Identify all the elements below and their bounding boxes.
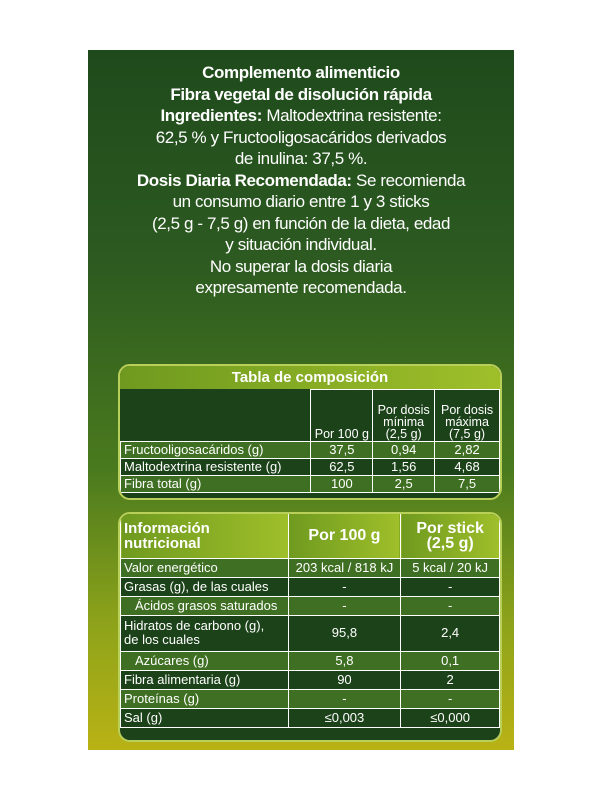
col-stick-line-1: Por stick	[416, 519, 484, 537]
row-value-min: 2,5	[373, 476, 435, 493]
row-value-stick: 5 kcal / 20 kJ	[401, 558, 500, 577]
dose-line-2: un consumo diario entre 1 y 3 sticks	[172, 192, 430, 211]
table-row	[121, 577, 500, 596]
col-min-line-1: Por dosis	[377, 403, 430, 417]
row-label: Sal (g)	[121, 708, 289, 727]
row-value-stick: -	[401, 577, 500, 596]
row-value-stick: -	[401, 596, 500, 615]
composition-title: Tabla de composición	[120, 366, 500, 389]
nutrition-table	[120, 514, 500, 728]
ingredients-line-2: 62,5 % y Fructooligosacáridos derivados	[155, 127, 447, 147]
ingredients-line-1	[88, 105, 514, 127]
row-label-line-1: Hidratos de carbono (g),	[124, 618, 265, 633]
col-stick-line-2: (2,5 g)	[426, 534, 474, 552]
col-max-line-2: máxima	[445, 415, 489, 429]
composition-col-100: Por 100 g	[311, 390, 373, 442]
nutrition-header-row	[121, 514, 500, 558]
row-value-min: 0,94	[373, 442, 435, 459]
row-value-100: -	[288, 577, 401, 596]
row-value-100: 62,5	[311, 459, 373, 476]
nutrition-head-line-2: nutricional	[124, 534, 201, 552]
row-value-100: 90	[288, 670, 401, 689]
nutrition-col-stick	[401, 514, 500, 558]
row-value-100: ≤0,003	[288, 708, 401, 727]
row-value-stick: ≤0,000	[401, 708, 500, 727]
table-row	[121, 670, 500, 689]
table-row	[121, 459, 500, 476]
row-label: Grasas (g), de las cuales	[121, 577, 289, 596]
composition-table	[120, 389, 500, 493]
composition-header-blank	[121, 390, 311, 442]
row-value-min: 1,56	[373, 459, 435, 476]
row-value-stick: 0,1	[401, 651, 500, 670]
row-label: Proteínas (g)	[121, 689, 289, 708]
row-label: Ácidos grasos saturados	[121, 596, 289, 615]
row-label-line-2: de los cuales	[124, 632, 200, 647]
row-label	[121, 615, 289, 651]
row-value-100: 37,5	[311, 442, 373, 459]
row-label: Valor energético	[121, 558, 289, 577]
dose-label: Dosis Diaria Recomendada:	[136, 170, 352, 190]
composition-col-max	[435, 390, 500, 442]
row-value-100: 203 kcal / 818 kJ	[288, 558, 401, 577]
dose-line-4: y situación individual.	[225, 235, 377, 254]
nutrition-col-100: Por 100 g	[288, 514, 401, 558]
row-value-max: 4,68	[435, 459, 500, 476]
nutrition-table-box	[118, 512, 502, 742]
dose-line-3: (2,5 g - 7,5 g) en función de la dieta, edad	[151, 213, 451, 233]
nutrition-header-label	[121, 514, 289, 558]
warning-line-1: No superar la dosis diaria	[209, 256, 393, 276]
composition-table-box	[118, 364, 502, 500]
dose-line-1	[88, 170, 514, 192]
row-label: Azúcares (g)	[121, 651, 289, 670]
title-line-2: Fibra vegetal de disolución rápida	[170, 84, 432, 104]
row-label: Fibra alimentaria (g)	[121, 670, 289, 689]
row-value-max: 2,82	[435, 442, 500, 459]
row-label: Maltodextrina resistente (g)	[121, 459, 311, 476]
table-row	[121, 689, 500, 708]
row-value-100: 95,8	[288, 615, 401, 651]
row-label: Fibra total (g)	[121, 476, 311, 493]
table-row	[121, 615, 500, 651]
row-value-100: -	[288, 596, 401, 615]
col-max-line-3: (7,5 g)	[448, 427, 486, 441]
table-row	[121, 651, 500, 670]
composition-header-row	[121, 390, 500, 442]
table-row	[121, 558, 500, 577]
ingredients-label: Ingredientes:	[160, 106, 262, 125]
row-value-stick: -	[401, 689, 500, 708]
col-min-line-3: (2,5 g)	[385, 427, 422, 441]
composition-col-min	[373, 390, 435, 442]
label-panel	[88, 50, 514, 750]
row-value-stick: 2,4	[401, 615, 500, 651]
row-value-max: 7,5	[435, 476, 500, 493]
table-row	[121, 476, 500, 493]
nutrition-head-line-1: Información	[124, 519, 210, 537]
row-value-stick: 2	[401, 670, 500, 689]
row-value-100: 5,8	[288, 651, 401, 670]
dose-text-1: Se recomienda	[351, 170, 466, 190]
ingredients-line-3: de inulina: 37,5 %.	[234, 149, 368, 168]
col-max-line-1: Por dosis	[440, 403, 494, 417]
product-description	[88, 50, 514, 299]
row-value-100: -	[288, 689, 401, 708]
warning-line-2: expresamente recomendada.	[195, 278, 407, 297]
table-row	[121, 708, 500, 727]
col-min-line-2: mínima	[383, 415, 425, 429]
table-row	[121, 596, 500, 615]
row-label: Fructooligosacáridos (g)	[121, 442, 311, 459]
table-row	[121, 442, 500, 459]
ingredients-text-1: Maltodextrina resistente:	[262, 106, 442, 125]
row-value-100: 100	[311, 476, 373, 493]
title-line-1: Complemento alimenticio	[202, 63, 400, 82]
